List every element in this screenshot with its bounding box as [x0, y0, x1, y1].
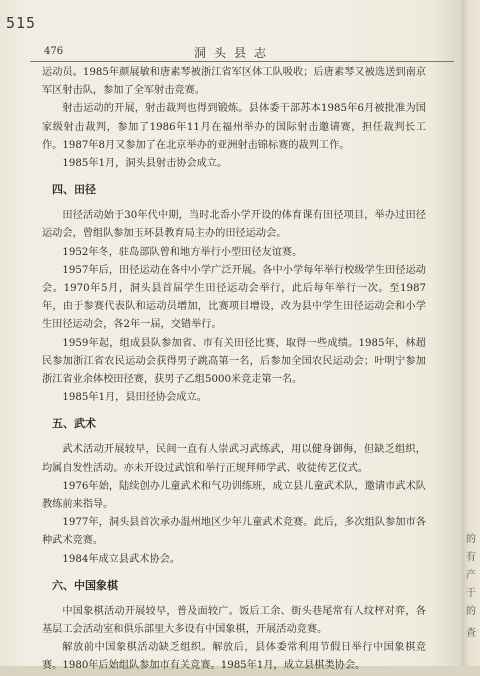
paragraph-chess-history: 解放前中国象棋活动缺乏组织。解放后，县体委常利用节假日举行中国象棋竞赛。1980年后始组队参加市有关竞赛。1985年1月，成立县棋类协会。 — [42, 642, 426, 672]
edge-glyph: 的 — [466, 606, 476, 617]
paragraph-martial-1977: 1977年，洞头县首次承办温州地区少年儿童武术竞赛。此后，多次组队参加市各种武术竞赛。 — [42, 517, 426, 547]
paragraph-shooting-referee: 射击运动的开展，射击裁判也得到锻炼。县体委干部苏本1985年6月被批准为国家级射击裁判，参加了1986年11月在福州举办的国际射击邀请赛，担任裁判长工作。1987年8月又参加了在北京举办的亚洲射击锦标赛的裁判工作。 — [42, 103, 426, 151]
section-heading-chess: 六、中国象棋 — [52, 578, 118, 592]
edge-glyph: 产 — [466, 570, 476, 581]
paragraph-track-origin: 田径活动始于30年代中期，当时北岙小学开设的体育课有田径项目，举办过田径运动会，曾组队参加玉环县教育局主办的田径运动会。 — [42, 210, 426, 240]
page-body — [42, 64, 426, 676]
running-title: 洞头县志 — [193, 46, 274, 60]
paragraph-martial-1976: 1976年始，陆续创办儿童武术和气功训练班，成立县儿童武术队，邀请市武术队教练前来指导。 — [42, 480, 426, 511]
section-heading-track: 四、田径 — [52, 183, 96, 197]
edge-glyph: 于 — [466, 588, 476, 599]
paragraph-track-1957: 1957年后，田径运动在各中小学广泛开展。各中小学每年举行校级学生田径运动会。1970年5月，洞头县首届学生田径运动会举行，此后每年举行一次。至1987年，由于参赛代表队和运动员增加，比赛项目增设，改为县中学生田径运动会和小学生田径运动会，各2年一届，交错举行。 — [42, 264, 426, 331]
edge-glyph: 有 — [466, 552, 476, 563]
paragraph-shooting-association: 1985年1月，洞头县射击协会成立。 — [62, 158, 228, 170]
edge-glyph: 查 — [466, 628, 476, 639]
paragraph-continued: 运动员。1985年颜展敏和唐素琴被浙江省军区体工队吸收；后唐素琴又被选送到南京军区射击队，参加了全军射击竞赛。 — [42, 67, 426, 97]
page-number: 476 — [44, 46, 64, 57]
header-rule — [30, 61, 454, 62]
paragraph-chess-origin: 中国象棋活动开展较早，普及面较广。饭后工余、街头巷尾常有人纹枰对弈，各基层工会活动室和俱乐部里大多设有中国象棋，开展活动竞赛。 — [42, 605, 426, 636]
paragraph-track-1952: 1952年冬，驻岛部队曾和地方举行小型田径友谊赛。 — [62, 246, 303, 258]
paragraph-martial-association: 1984年成立县武术协会。 — [62, 553, 181, 565]
section-heading-martial-arts: 五、武术 — [52, 417, 96, 431]
paragraph-martial-origin: 武术活动开展较早，民间一直有人崇武习武练武，用以健身御侮，但缺乏组织，均属自发性活动。亦未开设过武馆和举行正规拜师学武、收徒传艺仪式。 — [42, 444, 426, 474]
paragraph-track-association: 1985年1月，县田径协会成立。 — [62, 392, 207, 404]
paragraph-track-1959: 1959年起，组成县队参加省、市有关田径比赛，取得一些成绩。1985年，林超民参加浙江省农民运动会获得男子跳高第一名，后参加全国农民运动会；叶明宁参加浙江省业余体校田径赛，获男子乙组5000米竞走第一名。 — [42, 337, 426, 386]
edge-glyph: 的 — [466, 534, 476, 545]
scan-page-mark: 515 — [6, 14, 37, 32]
